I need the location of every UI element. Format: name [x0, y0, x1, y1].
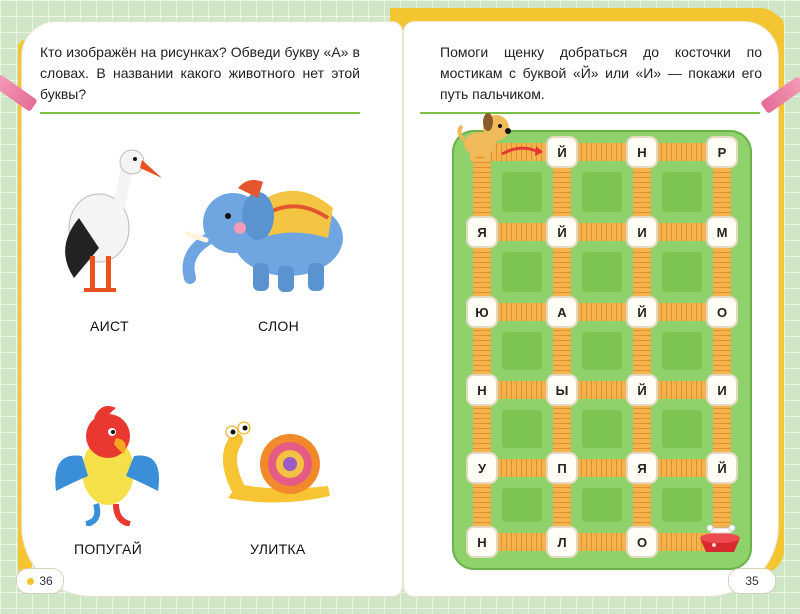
- left-task-text: Кто изображён на рисунках? Обведи букву «А» в словах. В названии какого животного нет этой буквы?: [40, 44, 360, 102]
- grass-cell: [502, 252, 542, 292]
- letter-tile: М: [708, 218, 736, 246]
- bone-bowl-icon: [696, 520, 744, 556]
- page-number: [728, 568, 776, 594]
- grass-cell: [662, 332, 702, 370]
- grass-cell: [502, 410, 542, 448]
- grass-cell: [502, 488, 542, 522]
- letter-tile: Л: [548, 528, 576, 556]
- letter-tile: Р: [708, 138, 736, 166]
- dot-icon: [27, 578, 34, 585]
- grass-cell: [582, 252, 622, 292]
- grass-cell: [662, 410, 702, 448]
- letter-tile: Н: [468, 528, 496, 556]
- letter-tile: Й: [628, 298, 656, 326]
- grass-cell: [582, 488, 622, 522]
- letter-tile: О: [708, 298, 736, 326]
- letter-tile: Й: [548, 138, 576, 166]
- animal-label: СЛОН: [258, 318, 300, 334]
- grass-cell: [582, 172, 622, 212]
- animal-label: АИСТ: [90, 318, 129, 334]
- letter-tile: Н: [628, 138, 656, 166]
- page-number-text: 36: [39, 574, 53, 588]
- letter-tile: Й: [628, 376, 656, 404]
- letter-tile: У: [468, 454, 496, 482]
- grass-cell: [502, 332, 542, 370]
- right-task-text: Помоги щенку добраться до косточки по мостикам с буквой «Й» или «И» — покажи его путь пальчиком.: [440, 44, 762, 102]
- grass-cell: [662, 488, 702, 522]
- letter-tile: И: [708, 376, 736, 404]
- letter-tile: А: [548, 298, 576, 326]
- grass-cell: [582, 332, 622, 370]
- letter-tile: П: [548, 454, 576, 482]
- letter-tile: Ы: [548, 376, 576, 404]
- letter-tile: О: [628, 528, 656, 556]
- animal-label: ПОПУГАЙ: [74, 541, 143, 557]
- letter-tile: Н: [468, 376, 496, 404]
- parrot-illustration: [46, 396, 166, 526]
- grass-cell: [662, 172, 702, 212]
- grass-cell: [662, 252, 702, 292]
- letter-tile: Я: [628, 454, 656, 482]
- letter-tile: И: [628, 218, 656, 246]
- animal-label: УЛИТКА: [250, 541, 306, 557]
- page-number: [16, 568, 64, 594]
- letter-tile: Й: [548, 218, 576, 246]
- grass-cell: [502, 172, 542, 212]
- letter-tile: Ю: [468, 298, 496, 326]
- grass-cell: [582, 410, 622, 448]
- letter-tile: Я: [468, 218, 496, 246]
- stork-illustration: [44, 138, 164, 298]
- page-number-text: 35: [745, 574, 759, 588]
- divider: [40, 112, 360, 114]
- letter-tile: Й: [708, 454, 736, 482]
- snail-illustration: [218, 418, 338, 508]
- arrow-icon: [500, 142, 544, 160]
- elephant-illustration: [178, 168, 358, 298]
